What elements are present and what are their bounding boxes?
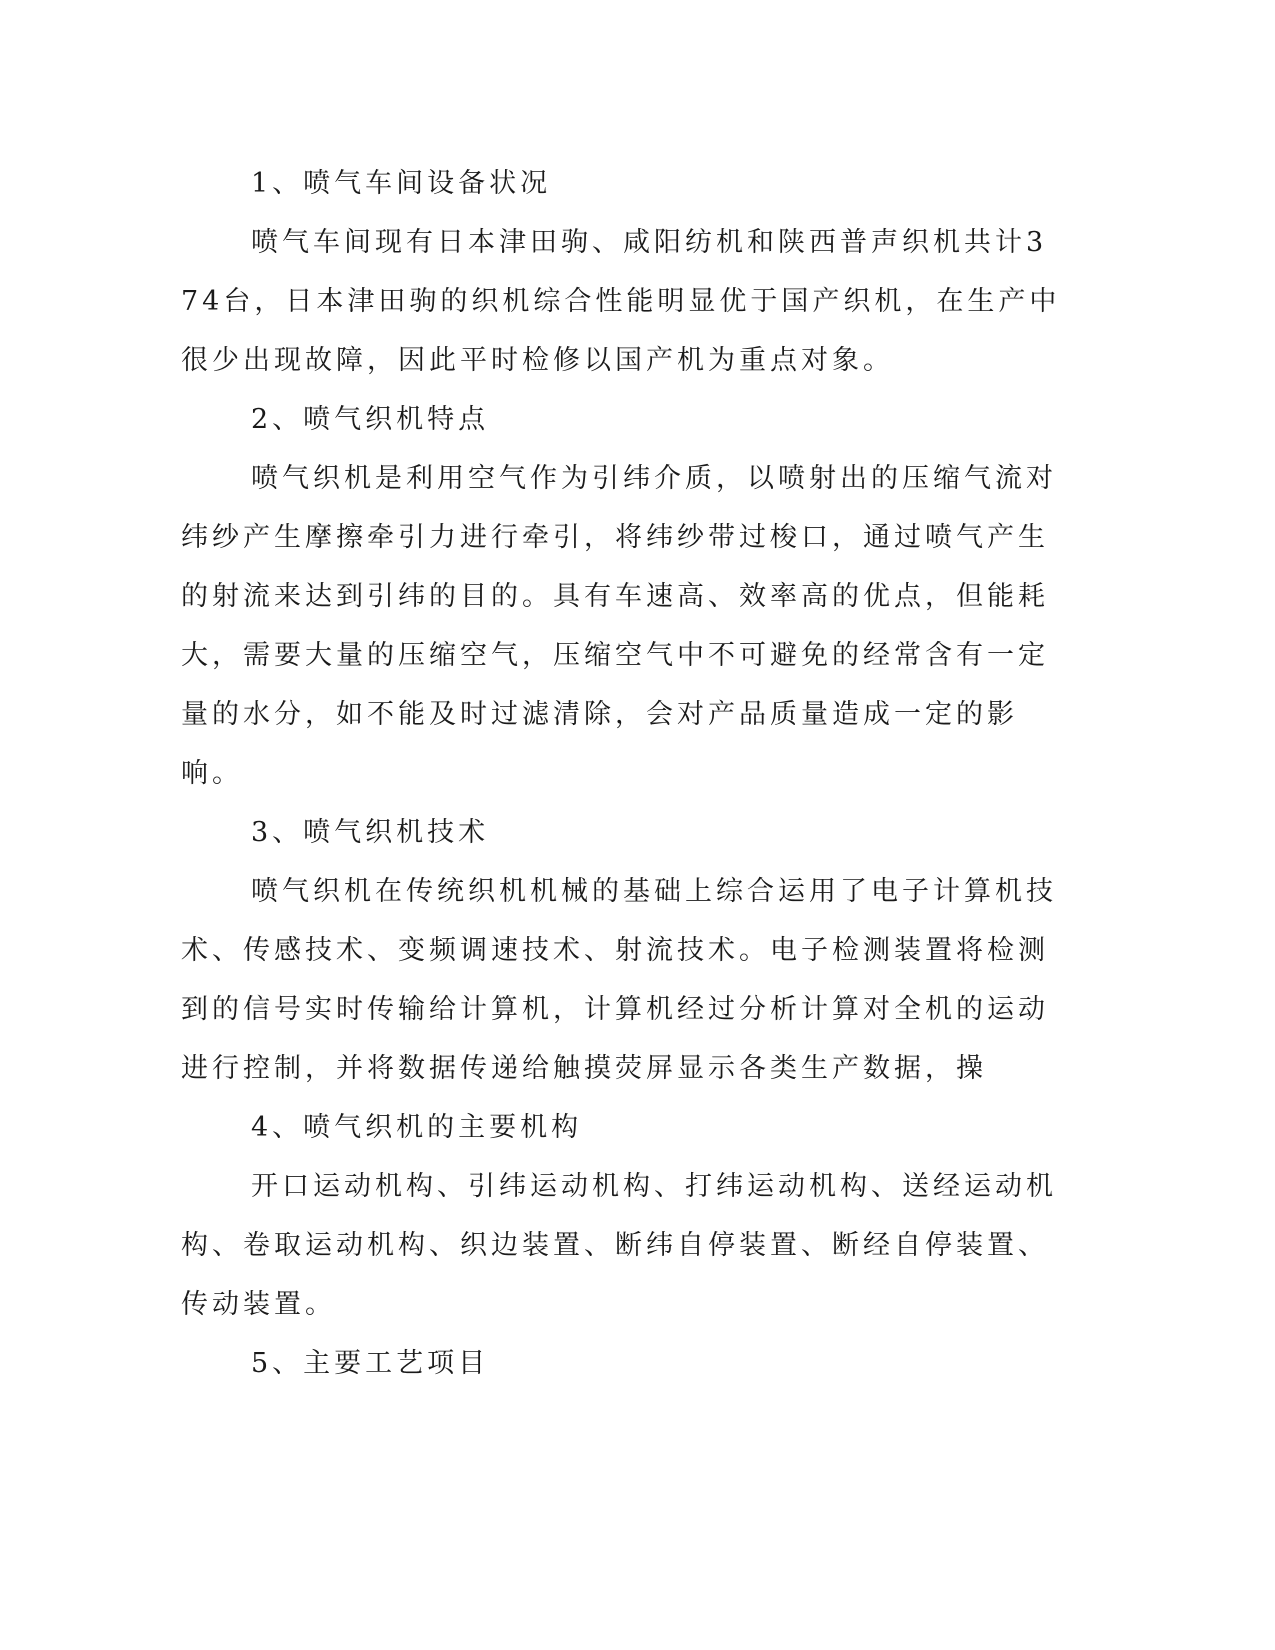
section-paragraph-3: 喷气织机在传统织机机械的基础上综合运用了电子计算机技术、传感技术、变频调速技术、射流技术。电子检测装置将检测到的信号实时传输给计算机，计算机经过分析计算对全机的运动进行控制，并将数据传递给触摸荧屏显示各类生产数据，操 — [181, 876, 1057, 1084]
section-paragraph-4: 开口运动机构、引纬运动机构、打纬运动机构、送经运动机构、卷取运动机构、织边装置、断纬自停装置、断经自停装置、传动装置。 — [181, 1171, 1057, 1320]
section-paragraph-2: 喷气织机是利用空气作为引纬介质，以喷射出的压缩气流对纬纱产生摩擦牵引力进行牵引，将纬纱带过梭口，通过喷气产生的射流来达到引纬的目的。具有车速高、效率高的优点，但能耗大，需要大量的压缩空气，压缩空气中不可避免的经常含有一定量的水分，如不能及时过滤清除，会对产品质量造成一定的影响。 — [181, 463, 1057, 789]
document-body — [181, 154, 1061, 1393]
section-heading-1: 1、喷气车间设备状况 — [251, 168, 552, 199]
section-paragraph-1: 喷气车间现有日本津田驹、咸阳纺机和陕西普声织机共计374台，日本津田驹的织机综合性能明显优于国产织机，在生产中很少出现故障，因此平时检修以国产机为重点对象。 — [181, 227, 1061, 376]
section-heading-5: 5、主要工艺项目 — [251, 1348, 490, 1379]
section-heading-3: 3、喷气织机技术 — [251, 817, 490, 848]
section-heading-4: 4、喷气织机的主要机构 — [251, 1112, 583, 1143]
section-heading-2: 2、喷气织机特点 — [251, 404, 490, 435]
